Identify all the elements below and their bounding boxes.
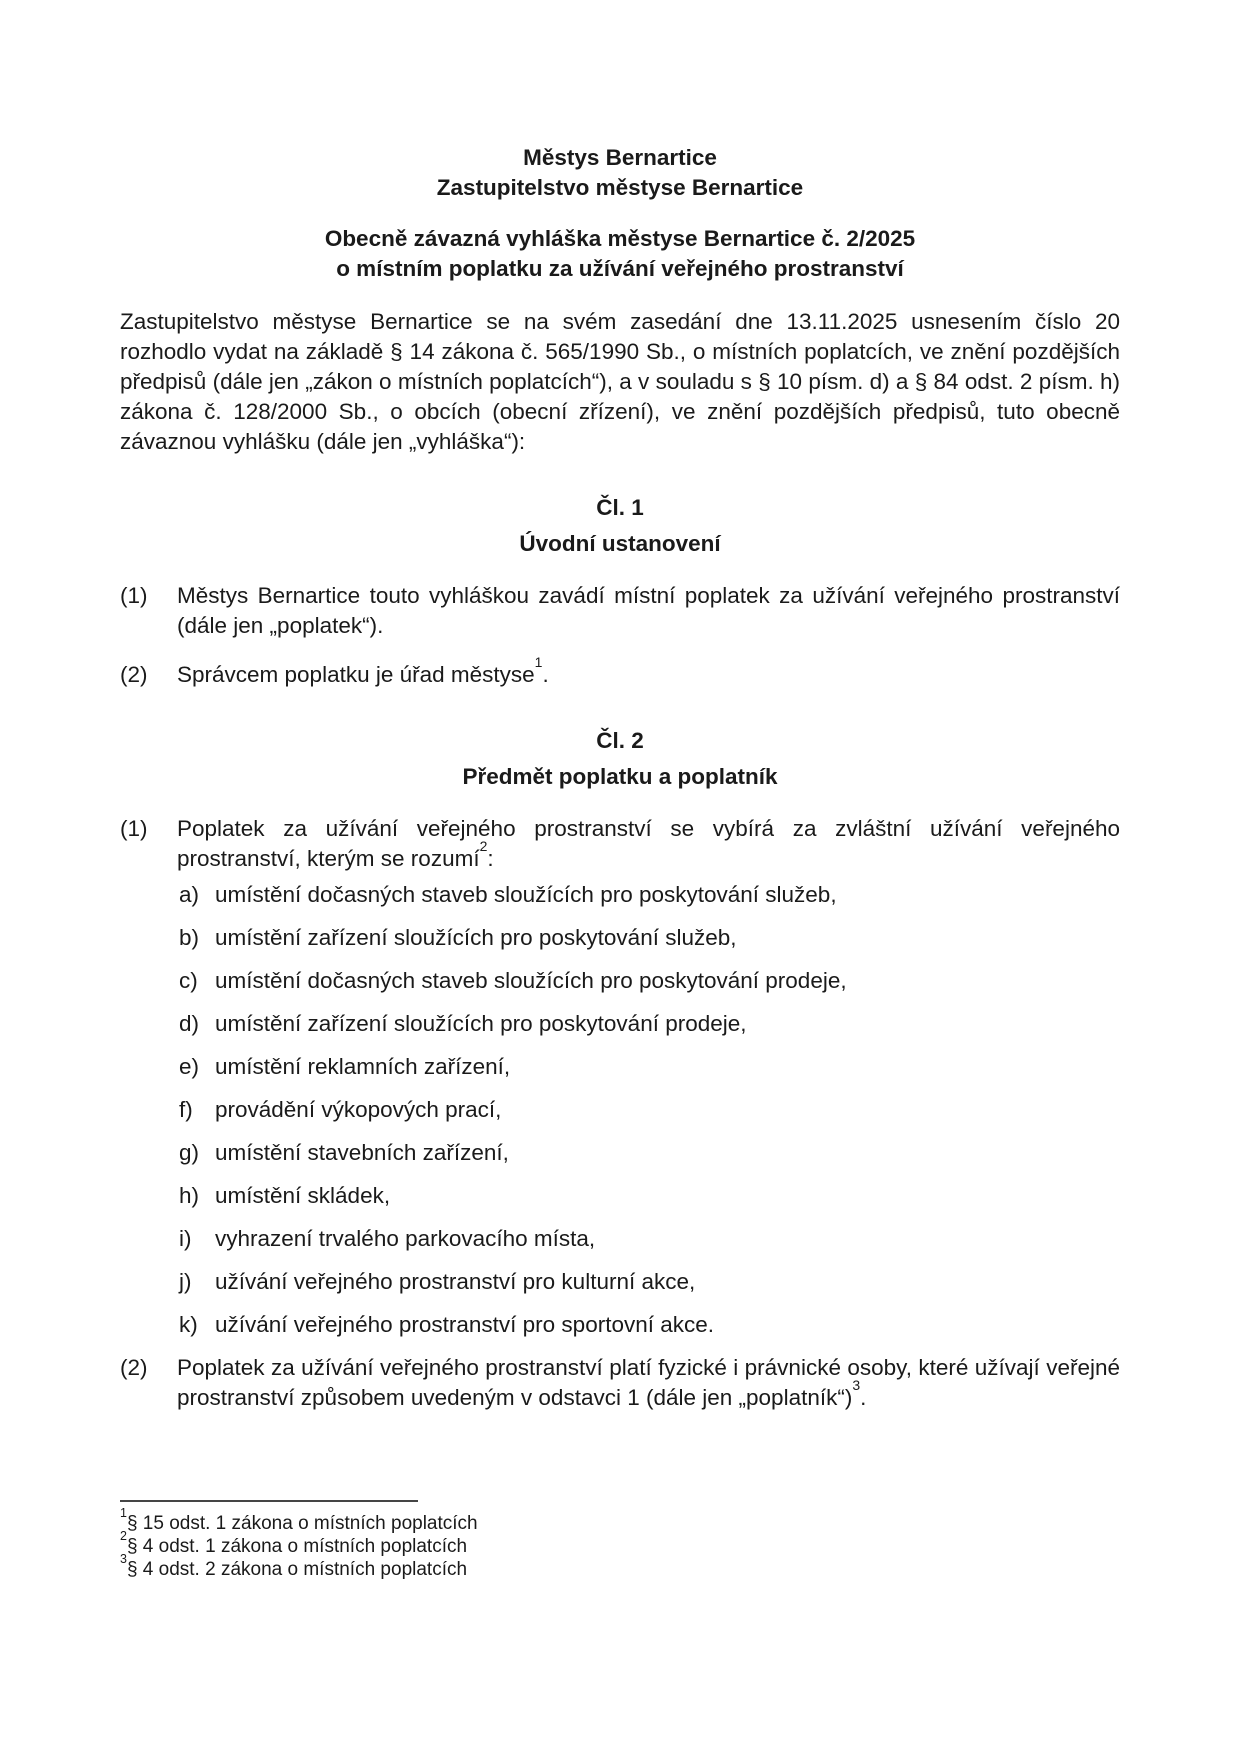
footnotes-section (120, 1500, 1120, 1581)
article-1-paragraph-2 (120, 653, 1120, 690)
list-item (120, 1052, 1120, 1082)
list-item (120, 1267, 1120, 1297)
list-item (120, 966, 1120, 996)
preamble-line: zákona č. 128/2000 Sb., o obcích (obecní zřízení), ve znění pozdějších předpisů, tuto obecně (120, 399, 1120, 424)
item-text: vyhrazení trvalého parkovacího místa, (215, 1226, 596, 1251)
article-1-number: Čl. 1 (596, 495, 644, 520)
footnote-text: § 15 odst. 1 zákona o místních poplatcích (126, 1513, 478, 1534)
document-title (120, 224, 1120, 284)
footnote-item (120, 1551, 1120, 1581)
footnote-text: § 4 odst. 1 zákona o místních poplatcích (126, 1536, 468, 1557)
paragraph-text: prostranství způsobem uvedeným v odstavci 1 (dále jen „poplatník“) (177, 1385, 853, 1410)
list-item (120, 1224, 1120, 1254)
paragraph-line: Městys Bernartice touto vyhláškou zavádí místní poplatek za užívání veřejného prostranství (177, 583, 1120, 608)
item-text: provádění výkopových prací, (215, 1097, 502, 1122)
document-title-line2: o místním poplatku za užívání veřejného prostranství (336, 256, 904, 281)
document-title-line1: Obecně závazná vyhláška městyse Bernartice č. 2/2025 (324, 226, 916, 251)
article-1-heading (120, 490, 1120, 562)
item-text: umístění stavebních zařízení, (215, 1140, 509, 1165)
preamble-line: Zastupitelstvo městyse Bernartice se na svém zasedání dne 13.11.2025 usnesením číslo 20 (120, 309, 1120, 334)
article-2-title: Předmět poplatku a poplatník (462, 764, 778, 789)
article-1-paragraph-1 (120, 581, 1120, 641)
item-label: i) (179, 1226, 192, 1251)
paragraph-line (177, 837, 1120, 874)
footnote-text: § 4 odst. 2 zákona o místních poplatcích (126, 1559, 468, 1580)
item-text: umístění reklamních zařízení, (215, 1054, 511, 1079)
footnote-separator (120, 1500, 418, 1502)
list-item (120, 1095, 1120, 1125)
article-2-paragraph-2 (120, 1353, 1120, 1413)
list-item (120, 1009, 1120, 1039)
item-text: užívání veřejného prostranství pro sportovní akce. (215, 1312, 715, 1337)
footnote-ref-2: 2 (479, 837, 488, 854)
item-label: h) (179, 1183, 200, 1208)
list-item (120, 1310, 1120, 1340)
paragraph-text-tail: . (860, 1385, 867, 1410)
footnote-marker: 3 (120, 1551, 127, 1566)
item-text: umístění zařízení sloužících pro poskytování služeb, (215, 925, 737, 950)
paragraph-line (177, 653, 1120, 690)
preamble-line: rozhodlo vydat na základě § 14 zákona č. 565/1990 Sb., o místních poplatcích, ve znění pozdějších (120, 339, 1120, 364)
document-header (120, 143, 1120, 203)
paragraph-line: (dále jen „poplatek“). (177, 613, 384, 638)
article-1-title: Úvodní ustanovení (519, 531, 721, 556)
article-2-item-list (120, 880, 1120, 1340)
paragraph-text-tail: : (487, 846, 494, 871)
item-label: j) (179, 1269, 192, 1294)
footnote-item (120, 1528, 1120, 1558)
paragraph-text: Správcem poplatku je úřad městyse (177, 662, 535, 687)
paragraph-line (177, 1376, 1120, 1413)
list-item (120, 923, 1120, 953)
list-item (120, 880, 1120, 910)
issuing-body: Zastupitelstvo městyse Bernartice (436, 175, 804, 200)
item-label: g) (179, 1140, 200, 1165)
paragraph-text: prostranství, kterým se rozumí (177, 846, 480, 871)
article-2-paragraph-1 (120, 814, 1120, 874)
footnote-marker: 2 (120, 1528, 127, 1543)
footnote-ref-3: 3 (852, 1376, 861, 1393)
list-item (120, 1181, 1120, 1211)
paragraph-line: Poplatek za užívání veřejného prostranství se vybírá za zvláštní užívání veřejného (177, 816, 1120, 841)
paragraph-text-tail: . (542, 662, 549, 687)
article-2-number: Čl. 2 (596, 728, 644, 753)
item-text: umístění dočasných staveb sloužících pro poskytování služeb, (215, 882, 837, 907)
item-label: b) (179, 925, 200, 950)
item-text: umístění skládek, (215, 1183, 391, 1208)
preamble-line: předpisů (dále jen „zákon o místních poplatcích“), a v souladu s § 10 písm. d) a § 84 odst. 2 písm. h) (120, 369, 1120, 394)
item-text: užívání veřejného prostranství pro kulturní akce, (215, 1269, 696, 1294)
authority-name: Městys Bernartice (523, 145, 717, 170)
article-2-heading (120, 723, 1120, 795)
paragraph-number: (1) (120, 816, 148, 841)
footnote-item (120, 1505, 1120, 1535)
preamble-paragraph (120, 307, 1120, 457)
item-label: a) (179, 882, 200, 907)
list-item (120, 1138, 1120, 1168)
preamble-line: závaznou vyhlášku (dále jen „vyhláška“): (120, 429, 526, 454)
footnote-marker: 1 (120, 1505, 127, 1520)
item-label: d) (179, 1011, 200, 1036)
item-label: k) (179, 1312, 198, 1337)
paragraph-number: (2) (120, 1355, 148, 1380)
item-label: c) (179, 968, 198, 993)
paragraph-number: (2) (120, 662, 148, 687)
paragraph-line: Poplatek za užívání veřejného prostranství platí fyzické i právnické osoby, které užívají veřejné (177, 1355, 1120, 1380)
paragraph-number: (1) (120, 583, 148, 608)
item-label: e) (179, 1054, 200, 1079)
item-text: umístění dočasných staveb sloužících pro poskytování prodeje, (215, 968, 847, 993)
item-label: f) (179, 1097, 193, 1122)
footnote-ref-1: 1 (534, 653, 543, 670)
item-text: umístění zařízení sloužících pro poskytování prodeje, (215, 1011, 747, 1036)
